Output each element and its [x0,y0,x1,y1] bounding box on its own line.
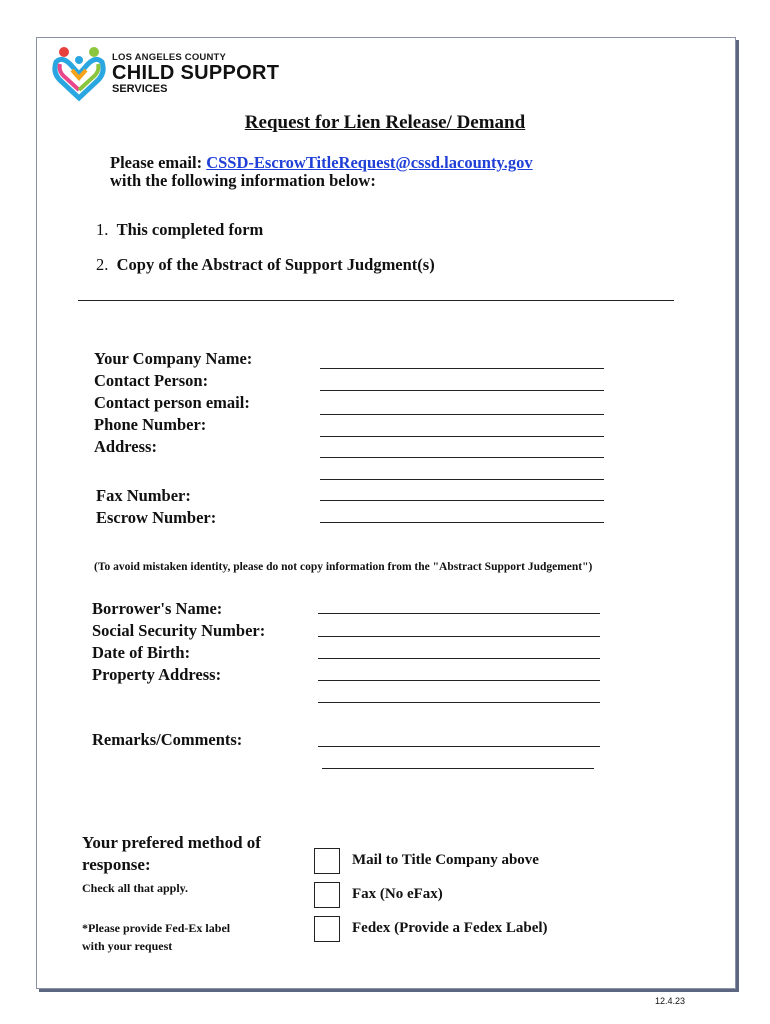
requirement-text: Copy of the Abstract of Support Judgment(s) [116,255,435,274]
logo-sub-text: SERVICES [112,83,168,95]
label-borrower-name: Borrower's Name: [92,599,223,618]
label-fax-number: Fax Number: [96,486,191,505]
section-divider [78,300,674,301]
ssn-field[interactable] [318,636,600,637]
mail-option-checkbox[interactable] [314,848,340,874]
phone-number-field[interactable] [320,436,604,437]
contact-email-field[interactable] [320,414,604,415]
label-property-address: Property Address: [92,665,222,684]
fedex-note-line-2: with your request [82,939,173,953]
intro-line-2: with the following information below: [110,171,376,190]
escrow-number-field[interactable] [320,522,604,523]
label-date-of-birth: Date of Birth: [92,643,191,662]
check-all-note: Check all that apply. [82,881,189,895]
borrower-name-field[interactable] [318,613,600,614]
label-phone-number: Phone Number: [94,415,207,434]
fedex-option-checkbox[interactable] [314,916,340,942]
company-name-field[interactable] [320,368,604,369]
remarks-field-line-2[interactable] [322,768,594,769]
requirement-num: 2. [96,255,109,274]
identity-note: (To avoid mistaken identity, please do not copy information from the "Abstract Support Judgement") [94,561,593,573]
address-field-line-1[interactable] [320,457,604,458]
page-title: Request for Lien Release/ Demand [244,112,526,133]
revision-date: 12.4.23 [655,996,686,1006]
cssd-logo [50,44,300,102]
fedex-option-label: Fedex (Provide a Fedex Label) [352,920,548,936]
response-heading-line-2: response: [82,855,151,874]
fax-option-checkbox[interactable] [314,882,340,908]
family-logo-icon [50,44,110,102]
fedex-note-line-1: *Please provide Fed-Ex label [82,921,231,935]
contact-person-field[interactable] [320,390,604,391]
intro-line-1 [110,153,533,173]
property-address-field-line-1[interactable] [318,680,600,681]
requirement-num: 1. [96,220,109,239]
response-heading-line-1: Your prefered method of [82,833,261,852]
fax-option-label: Fax (No eFax) [352,886,443,902]
requirement-text: This completed form [116,220,264,239]
logo-main-text: CHILD SUPPORT [112,62,280,84]
remarks-field-line-1[interactable] [318,746,600,747]
label-escrow-number: Escrow Number: [96,508,217,527]
fax-number-field[interactable] [320,500,604,501]
date-of-birth-field[interactable] [318,658,600,659]
address-field-line-2[interactable] [320,479,604,480]
mail-option-label: Mail to Title Company above [352,852,539,868]
label-address: Address: [94,437,157,456]
label-ssn: Social Security Number: [92,621,266,640]
intro-prefix: Please email: [110,153,207,172]
email-link[interactable]: CSSD-EscrowTitleRequest@cssd.lacounty.gov [206,153,533,172]
requirement-item-1 [96,220,263,240]
label-contact-email: Contact person email: [94,393,250,412]
label-company-name: Your Company Name: [94,349,253,368]
property-address-field-line-2[interactable] [318,702,600,703]
logo-org-text: LOS ANGELES COUNTY [112,52,227,63]
label-contact-person: Contact Person: [94,371,209,390]
label-remarks: Remarks/Comments: [92,730,243,749]
requirement-item-2 [96,255,435,275]
